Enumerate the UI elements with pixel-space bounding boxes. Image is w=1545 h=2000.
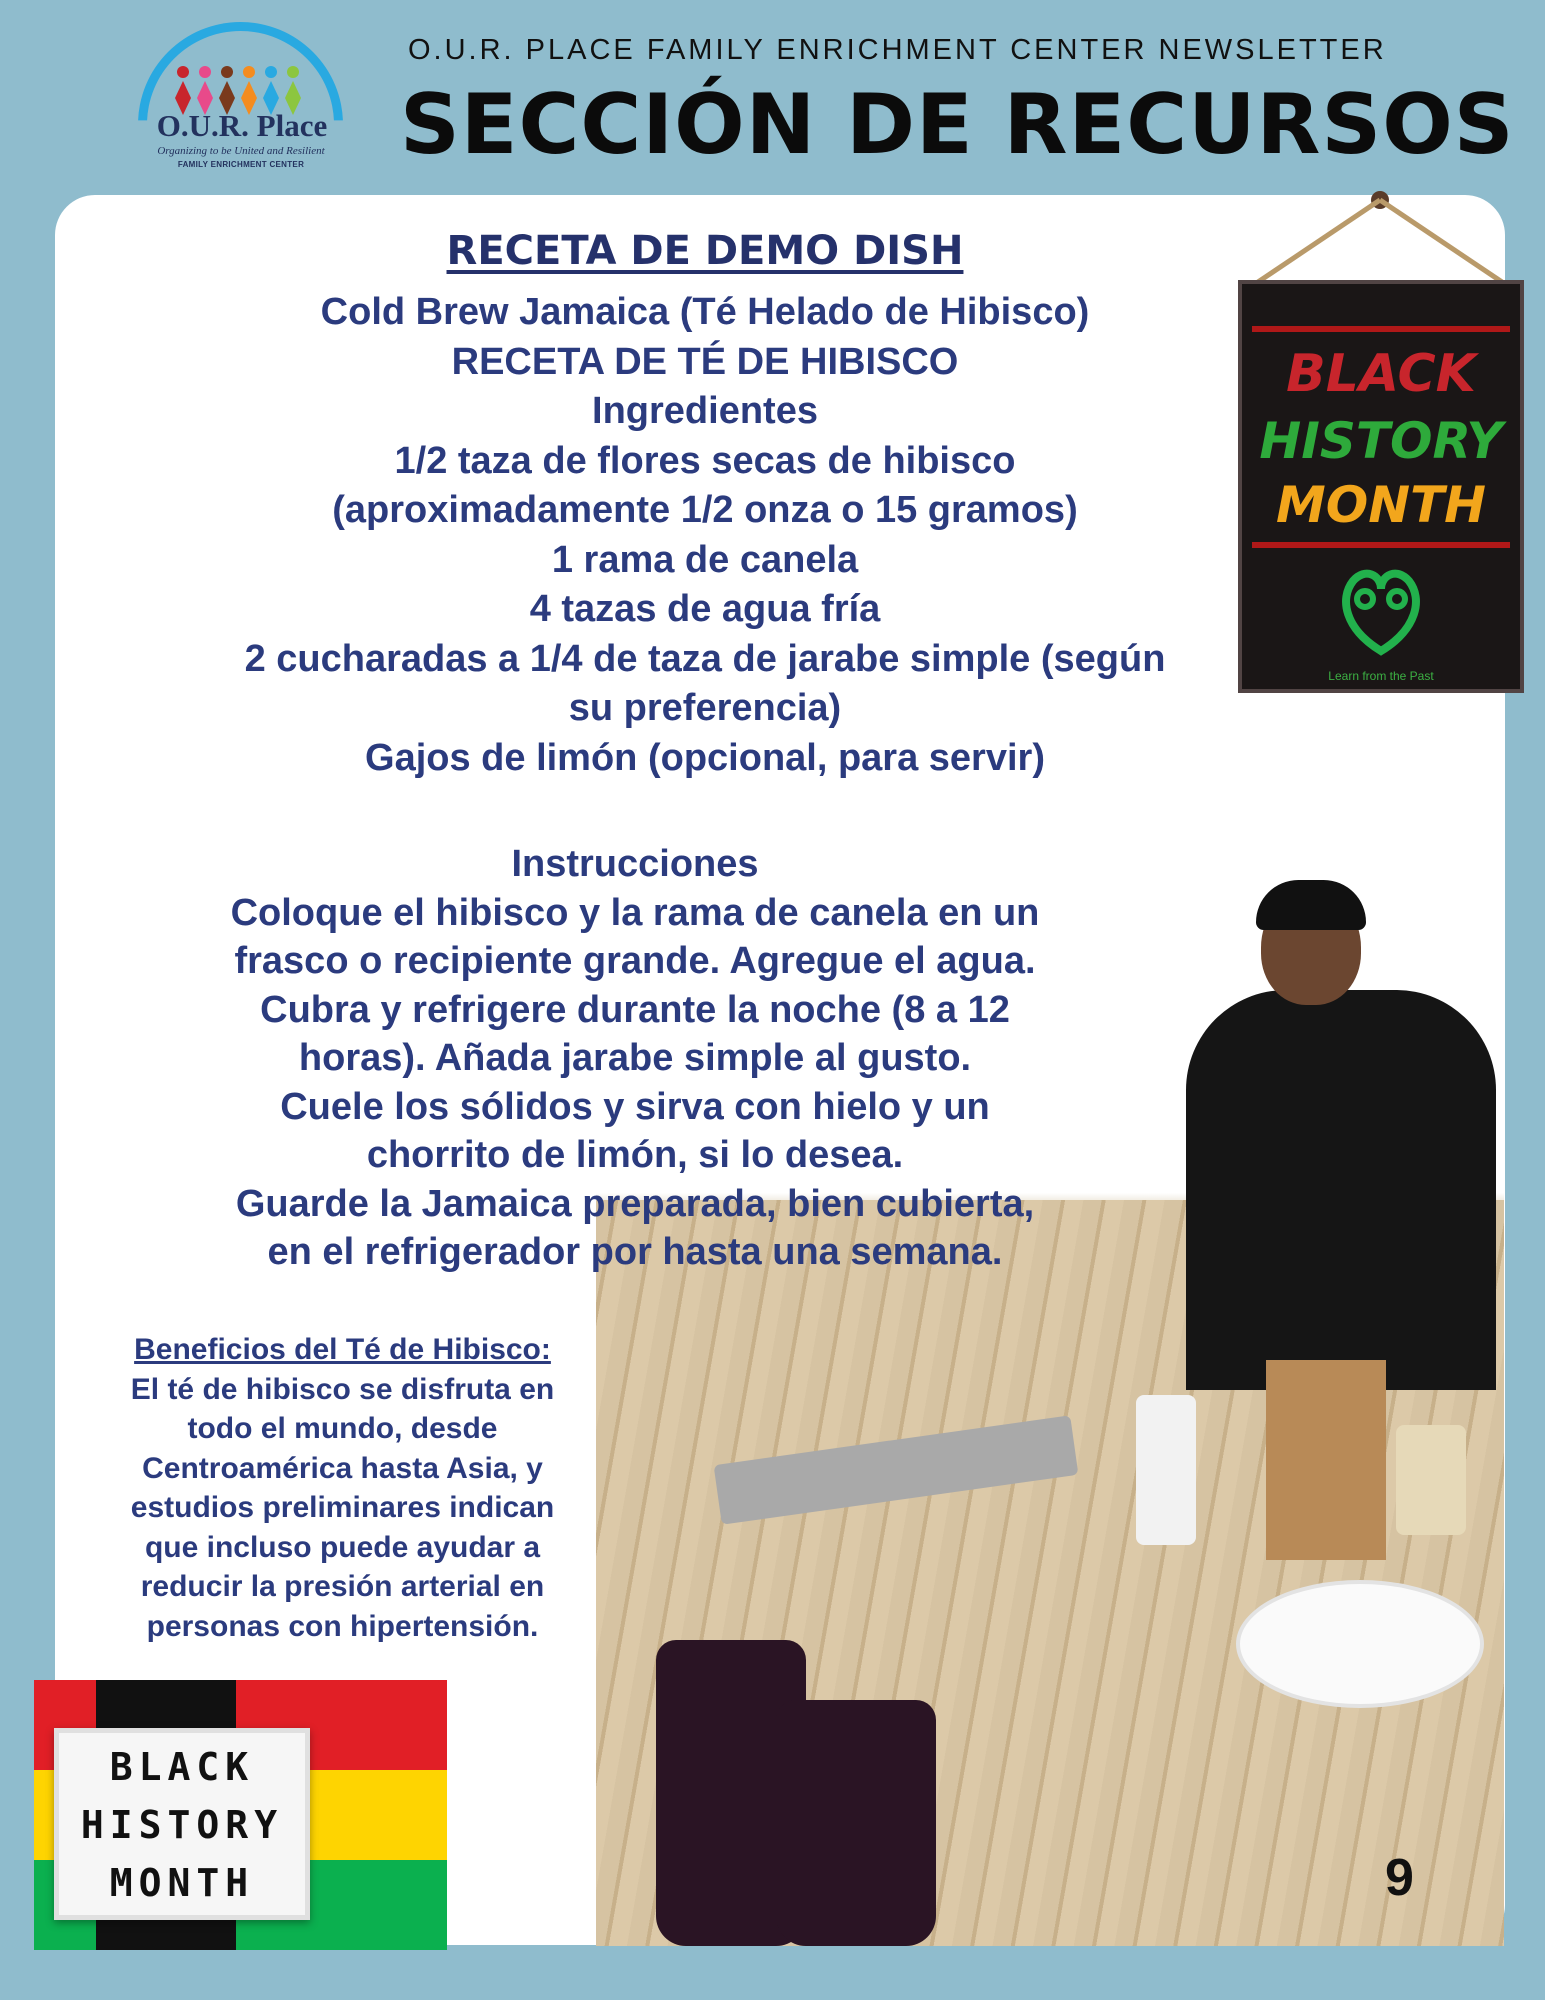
chef-cap [1256, 880, 1366, 930]
recipe-line: RECETA DE TÉ DE HIBISCO [451, 340, 959, 383]
instruction-line: horas). Añada jarabe simple al gusto. [298, 1037, 972, 1079]
recipe-line: 4 tazas de agua fría [529, 588, 881, 630]
instruction-line: frasco o recipiente grande. Agregue el agua. [234, 940, 1036, 982]
instruction-line: Cuele los sólidos y sirva con hielo y un [280, 1085, 990, 1128]
benefit-line: que incluso puede ayudar a [144, 1530, 541, 1564]
benefit-line: todo el mundo, desde [187, 1412, 498, 1445]
benefit-line: Centroamérica hasta Asia, y [142, 1451, 543, 1485]
sign-footer: Learn from the Past [1328, 669, 1434, 683]
sankofa-icon [1335, 559, 1427, 659]
black-history-month-lightbox-image [34, 1680, 447, 1950]
sign-stripe [1252, 326, 1510, 332]
sign-stripe [1252, 542, 1510, 548]
spice-jar [1136, 1395, 1196, 1545]
lightbox-sign [54, 1728, 310, 1920]
recipe-line: su preferencia) [568, 687, 842, 729]
instruction-line: en el refrigerador por hasta una semana. [267, 1231, 1003, 1273]
benefit-line: El té de hibisco se disfruta en [130, 1372, 555, 1406]
logo-name: O.U.R. Place [156, 108, 328, 143]
recipe-line: (aproximadamente 1/2 onza o 15 gramos) [332, 489, 1078, 531]
sign-string [1240, 190, 1520, 285]
logo-tagline: Organizing to be United and Resilient [157, 145, 325, 157]
instructions-heading: Instrucciones [511, 843, 759, 885]
lightbox-line-1: BLACK [109, 1745, 255, 1789]
glass-jar [1396, 1425, 1466, 1535]
lightbox-line-2: HISTORY [80, 1803, 284, 1847]
logo-figures-icon [175, 50, 315, 115]
hibiscus-bag [1266, 1360, 1386, 1560]
benefit-line: personas con hipertensión. [146, 1609, 539, 1643]
recipe-line: 1 rama de canela [551, 538, 859, 581]
recipe-section [170, 228, 1240, 783]
sign-line-3: MONTH [1275, 476, 1487, 534]
benefits-heading: Beneficios del Té de Hibisco: [134, 1333, 551, 1366]
page-number: 9 [1385, 1849, 1414, 1907]
benefit-line: reducir la presión arterial en [140, 1570, 545, 1603]
recipe-line: Ingredientes [592, 390, 818, 432]
chef-body [1186, 990, 1496, 1390]
black-history-month-sign [1238, 280, 1524, 693]
sign-line-2: HISTORY [1259, 412, 1503, 470]
newsletter-title: O.U.R. PLACE FAMILY ENRICHMENT CENTER NEWSLETTER [408, 34, 1387, 66]
instruction-line: chorrito de limón, si lo desea. [366, 1134, 904, 1176]
section-title: SECCIÓN DE RECURSOS [400, 76, 1515, 173]
paper-plates [1236, 1580, 1484, 1708]
benefits-section [90, 1330, 595, 1646]
benefit-line: estudios preliminares indican [130, 1491, 555, 1524]
instruction-line: Guarde la Jamaica preparada, bien cubierta, [235, 1182, 1035, 1225]
recipe-title: RECETA DE DEMO DISH [446, 228, 964, 274]
recipe-line: Gajos de limón (opcional, para servir) [365, 736, 1045, 779]
logo-subtitle: FAMILY ENRICHMENT CENTER [177, 160, 305, 169]
instruction-line: Cubra y refrigere durante la noche (8 a 12 [260, 988, 1010, 1031]
sign-line-1: BLACK [1286, 344, 1476, 404]
instruction-line: Coloque el hibisco y la rama de canela en un [230, 891, 1040, 934]
recipe-line: 2 cucharadas a 1/4 de taza de jarabe simple (según [244, 637, 1166, 680]
instructions-section [215, 840, 1055, 1277]
pitcher-right [776, 1700, 936, 1946]
lightbox-line-3: MONTH [109, 1861, 255, 1905]
our-place-logo [130, 20, 355, 180]
recipe-line: Cold Brew Jamaica (Té Helado de Hibisco) [320, 291, 1090, 333]
recipe-line: 1/2 taza de flores secas de hibisco [394, 439, 1016, 482]
